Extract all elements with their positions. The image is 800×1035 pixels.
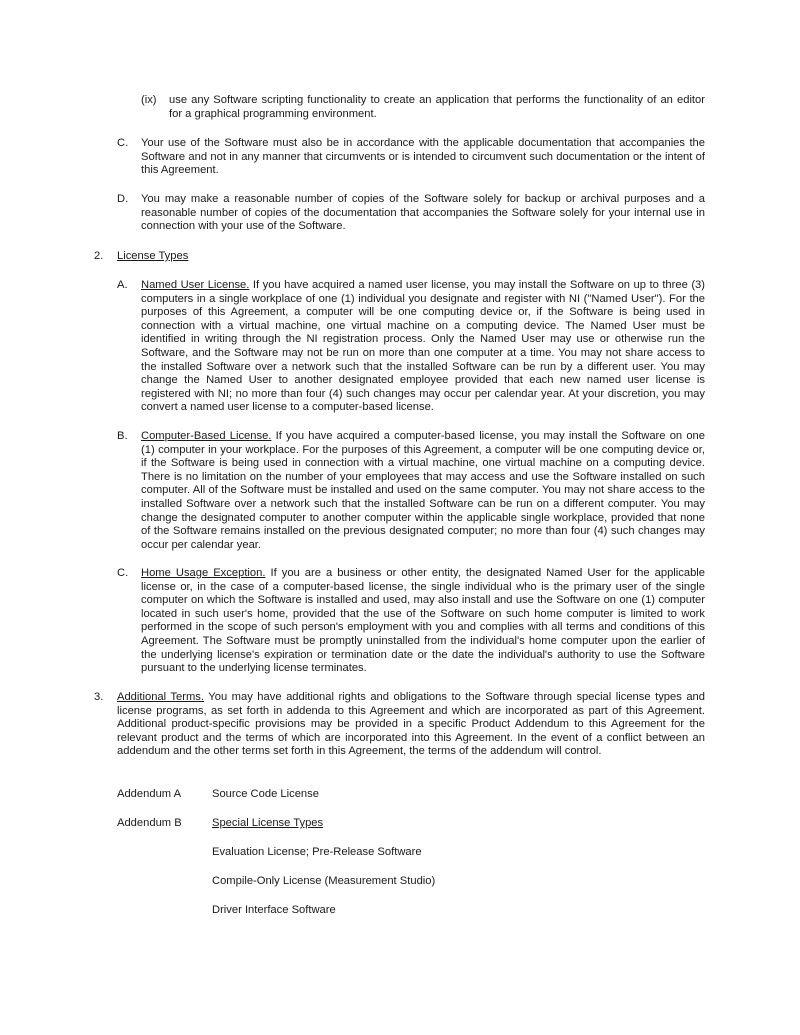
section-2b-paragraph xyxy=(141,430,705,552)
addendum-b-item: Evaluation License; Pre-Release Software xyxy=(212,846,422,858)
section-3-heading: Additional Terms. xyxy=(117,691,204,703)
section-2a-paragraph xyxy=(141,279,705,415)
addendum-b-label: Addendum B xyxy=(117,817,182,829)
section-2b-heading: Computer-Based License. xyxy=(141,430,272,442)
section-2-heading: License Types xyxy=(117,250,189,262)
section-2a-heading: Named User License. xyxy=(141,279,250,291)
section-3-paragraph xyxy=(117,691,705,759)
addendum-b-item: Compile-Only License (Measurement Studio) xyxy=(212,875,436,887)
addendum-b-item: Driver Interface Software xyxy=(212,904,336,916)
item-d-text: You may make a reasonable number of copies of the Software solely for backup or archival purposes and a reasonable number of copies of the documentation that accompanies the Software solely for your internal use in connection with your use of the Software. xyxy=(141,193,705,233)
item-ix-marker: (ix) xyxy=(141,94,157,106)
section-3-marker: 3. xyxy=(94,691,104,703)
section-2c-paragraph xyxy=(141,567,705,676)
section-3-text: You may have additional rights and obligations to the Software through special license types and license programs, as set forth in addenda to this Agreement and which are incorporated as part of this Agreement. Additional product-specific provisions may be provided in a specific Product Addendum to this Agreement for the relevant product and the terms of which are incorporated into this Agreement. In the event of a conflict between an addendum and the other terms set forth in this Agreement, the terms of the addendum will control. xyxy=(117,691,705,758)
section-2-marker: 2. xyxy=(94,250,104,262)
section-2b-marker: B. xyxy=(117,430,128,442)
addendum-a-title: Source Code License xyxy=(212,788,319,800)
item-d-marker: D. xyxy=(117,193,129,205)
item-c-marker: C. xyxy=(117,137,129,149)
section-2a-marker: A. xyxy=(117,279,128,291)
section-2c-text: If you are a business or other entity, the designated Named User for the applicable license or, in the case of a computer-based license, the single individual who is the primary user of the single computer on which the Software is installed and used, may also install and use the Software on one (1) computer located in such user's home, provided that the use of the Software on such home computer is limited to work performed in the scope of such person's employment with you and complies with all terms and conditions of this Agreement. The Software must be promptly uninstalled from the individual's home computer upon the earlier of the underlying license's expiration or termination date or the date the individual's authority to use the Software pursuant to the underlying license terminates. xyxy=(141,567,706,675)
addendum-a-label: Addendum A xyxy=(117,788,182,800)
section-2c-heading: Home Usage Exception. xyxy=(141,567,266,579)
item-ix-text: use any Software scripting functionality to create an application that performs the functionality of an editor for a graphical programming environment. xyxy=(169,94,705,120)
section-2a-text: If you have acquired a named user license, you may install the Software on up to three (3) computers in a single workplace of one (1) individual you designate and register with NI ("Named User"). For the purposes of this Agreement, a computer will be one computing device or, if the Software is being used in connection with a virtual machine, one virtual machine on a computing device. The Named User must be identified in writing through the NI registration process. Only the Named User may use or otherwise run the Software, and the Software may not be run on more than one computer at a time. You may not share access to the installed Software over a network such that the installed Software can be run by a different user. You may change the Named User to another designated employee provided that each new named user license is registered with NI; no more than four (4) such changes may occur per calendar year. At your discretion, you may convert a named user license to a computer-based license. xyxy=(141,279,706,414)
section-2c-marker: C. xyxy=(117,567,129,579)
item-c-text: Your use of the Software must also be in accordance with the applicable documentation that accompanies the Software and not in any manner that circumvents or is intended to circumvent such documentation or the intent of this Agreement. xyxy=(141,137,705,177)
section-2b-text: If you have acquired a computer-based license, you may install the Software on one (1) computer in your workplace. For the purposes of this Agreement, a computer will be one computing device or, if the Software is being used in connection with a virtual machine, one virtual machine on a computing device. There is no limitation on the number of your employees that may access and use the Software installed on such computer. All of the Software must be installed and used on the same computer. You may not share access to the installed Software over a network such that the installed Software can be run on a different computer. You may change the designated computer to another computer within the applicable single workplace, provided that none of the Software remains installed on the previous designated computer; no more than four (4) such changes may occur per calendar year. xyxy=(141,430,705,551)
addendum-b-title: Special License Types xyxy=(212,817,324,829)
